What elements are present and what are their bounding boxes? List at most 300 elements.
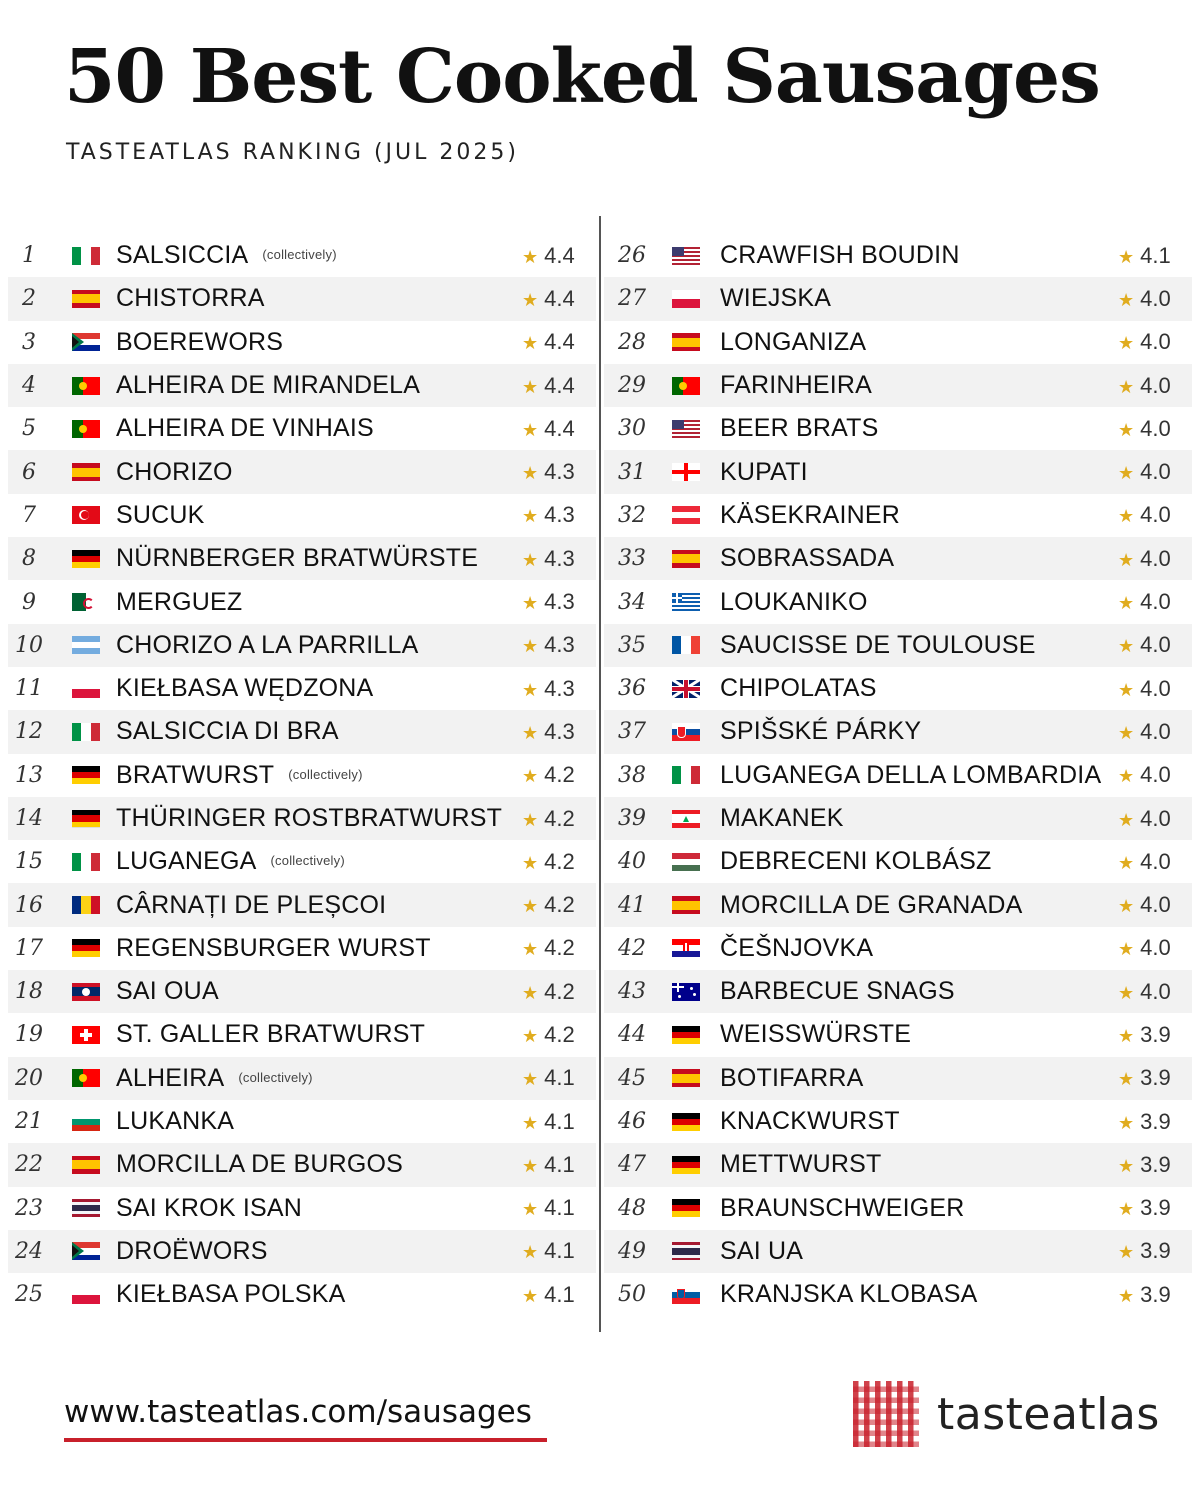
flag-greece-icon (672, 593, 700, 611)
rank-number: 49 (618, 1238, 646, 1264)
star-icon: ★ (522, 419, 539, 440)
sausage-name-text: DROËWORS (116, 1236, 268, 1265)
sausage-name-text: SUCUK (116, 500, 205, 529)
ranking-row (8, 970, 596, 1013)
ranking-row (8, 927, 596, 970)
flag-germany-icon (72, 766, 100, 784)
ranking-row (8, 840, 596, 883)
sausage-name[interactable] (116, 371, 522, 400)
flag-poland-icon (72, 1286, 100, 1304)
sausage-name[interactable] (116, 328, 522, 357)
star-icon: ★ (522, 506, 539, 527)
sausage-name-text: BEER BRATS (720, 414, 879, 443)
flag-spain-icon (72, 290, 100, 308)
sausage-name-text: BRAUNSCHWEIGER (720, 1193, 965, 1222)
ranking-row (604, 321, 1192, 364)
sausage-name-text: SAI OUA (116, 977, 219, 1006)
rating (1118, 546, 1192, 572)
flag-germany-icon (672, 1113, 700, 1131)
rank-number: 36 (618, 676, 646, 702)
flag-germany-icon (672, 1199, 700, 1217)
sausage-name[interactable] (720, 934, 1118, 963)
ranking-row (8, 364, 596, 407)
rank-number: 22 (15, 1152, 43, 1178)
rating (1118, 373, 1192, 399)
sausage-name[interactable] (720, 761, 1118, 790)
flag-laos-icon (72, 983, 100, 1001)
sausage-name[interactable] (116, 934, 522, 963)
sausage-name-text: SPIŠSKÉ PÁRKY (720, 717, 922, 746)
star-icon: ★ (1118, 549, 1135, 570)
rating (522, 1152, 596, 1178)
rating (1118, 243, 1192, 269)
sausage-name-text: SOBRASSADA (720, 544, 895, 573)
ranking-row (604, 1230, 1192, 1273)
flag-bulgaria-icon (72, 1113, 100, 1131)
sausage-name-text: KIEŁBASA POLSKA (116, 1280, 346, 1309)
star-icon: ★ (1118, 1199, 1135, 1220)
sausage-name[interactable] (720, 1194, 1118, 1223)
rank-number: 25 (15, 1282, 43, 1308)
rating (1118, 416, 1192, 442)
flag-italy-icon (72, 723, 100, 741)
sausage-name-text: SALSICCIA (116, 241, 249, 270)
rating-value: 3.9 (1140, 1065, 1171, 1091)
sausage-name-text: SAI KROK ISAN (116, 1193, 302, 1222)
sausage-name[interactable] (116, 891, 522, 920)
ranking-row (604, 1273, 1192, 1316)
sausage-name[interactable] (116, 804, 522, 833)
rating (522, 806, 596, 832)
rating-value: 4.3 (544, 502, 575, 528)
rating-value: 4.2 (544, 762, 575, 788)
star-icon: ★ (522, 289, 539, 310)
rank-number: 40 (618, 849, 646, 875)
sausage-name[interactable] (116, 1107, 522, 1136)
sausage-name-text: BARBECUE SNAGS (720, 977, 955, 1006)
rating (1118, 719, 1192, 745)
rating-value: 4.0 (1140, 892, 1171, 918)
flag-italy-icon (672, 766, 700, 784)
rating-value: 4.1 (544, 1195, 575, 1221)
star-icon: ★ (522, 939, 539, 960)
star-icon: ★ (1118, 636, 1135, 657)
rating-value: 4.2 (544, 935, 575, 961)
sausage-name[interactable] (720, 458, 1118, 487)
star-icon: ★ (522, 1242, 539, 1263)
rating-value: 4.0 (1140, 632, 1171, 658)
sausage-name[interactable] (116, 847, 522, 876)
rank-number: 37 (618, 719, 646, 745)
sausage-name[interactable] (720, 1237, 1118, 1266)
rating-value: 4.3 (544, 459, 575, 485)
rank-number: 26 (618, 243, 646, 269)
sausage-name[interactable] (116, 458, 522, 487)
rating (1118, 329, 1192, 355)
rating (1118, 1022, 1192, 1048)
sausage-name[interactable] (720, 501, 1118, 530)
rank-number: 5 (22, 416, 36, 442)
rating-value: 4.0 (1140, 762, 1171, 788)
star-icon: ★ (1118, 376, 1135, 397)
sausage-name[interactable] (116, 1150, 522, 1179)
flag-slovenia-icon (672, 1286, 700, 1304)
sausage-name-text: BOTIFARRA (720, 1063, 864, 1092)
brand-logo (853, 1381, 1160, 1447)
flag-slovakia-icon (672, 723, 700, 741)
page-subtitle: TASTEATLAS RANKING (JUL 2025) (66, 140, 519, 165)
flag-algeria-icon (72, 593, 100, 611)
flag-thailand-icon (672, 1242, 700, 1260)
rating (1118, 1238, 1192, 1264)
rating-value: 4.1 (544, 1065, 575, 1091)
star-icon: ★ (1118, 1025, 1135, 1046)
rating (522, 286, 596, 312)
star-icon: ★ (522, 982, 539, 1003)
ranking-row (8, 710, 596, 753)
ranking-row (8, 580, 596, 623)
flag-argentina-icon (72, 636, 100, 654)
rating-value: 4.3 (544, 675, 575, 701)
star-icon: ★ (522, 463, 539, 484)
sausage-name-text: WIEJSKA (720, 284, 832, 313)
rank-number: 4 (22, 373, 36, 399)
rating-value: 4.0 (1140, 459, 1171, 485)
rank-number: 12 (15, 719, 43, 745)
rank-number: 1 (22, 243, 36, 269)
rating (1118, 1195, 1192, 1221)
star-icon: ★ (522, 593, 539, 614)
brand-name: tasteatlas (937, 1388, 1160, 1440)
sausage-name[interactable] (720, 717, 1118, 746)
sausage-name-text: LOUKANIKO (720, 587, 868, 616)
flag-germany-icon (672, 1026, 700, 1044)
sausage-name[interactable] (116, 1194, 522, 1223)
rating-value: 4.0 (1140, 718, 1171, 744)
star-icon: ★ (1118, 333, 1135, 354)
sausage-name[interactable] (116, 674, 522, 703)
flag-germany-icon (672, 1156, 700, 1174)
rank-number: 28 (618, 329, 646, 355)
flag-portugal-icon (72, 377, 100, 395)
ranking-row (604, 624, 1192, 667)
sausage-name-text: CÂRNAȚI DE PLEȘCOI (116, 890, 387, 919)
rank-number: 17 (15, 935, 43, 961)
rank-number: 33 (618, 546, 646, 572)
rank-number: 45 (618, 1065, 646, 1091)
rating-value: 4.0 (1140, 285, 1171, 311)
ranking-row (8, 407, 596, 450)
star-icon: ★ (522, 1155, 539, 1176)
rating (522, 1195, 596, 1221)
sausage-name[interactable] (720, 1064, 1118, 1093)
flag-australia-icon (672, 983, 700, 1001)
rating-value: 4.0 (1140, 589, 1171, 615)
sausage-name[interactable] (720, 371, 1118, 400)
star-icon: ★ (522, 852, 539, 873)
collectively-note: (collectively) (270, 853, 345, 869)
flag-germany-icon (72, 939, 100, 957)
flag-germany-icon (72, 550, 100, 568)
rating-value: 3.9 (1140, 1238, 1171, 1264)
ranking-row (8, 1143, 596, 1186)
ranking-row (604, 797, 1192, 840)
ranking-row (8, 1057, 596, 1100)
flag-georgia-icon (672, 463, 700, 481)
flag-france-icon (672, 636, 700, 654)
sausage-name-text: CHISTORRA (116, 284, 265, 313)
sausage-name[interactable] (720, 631, 1118, 660)
star-icon: ★ (1118, 463, 1135, 484)
ranking-row (8, 883, 596, 926)
sausage-name[interactable] (720, 1107, 1118, 1136)
sausage-name[interactable] (116, 241, 522, 270)
flag-spain-icon (672, 550, 700, 568)
ranking-row (604, 754, 1192, 797)
flag-spain-icon (672, 1069, 700, 1087)
flag-spain-icon (72, 1156, 100, 1174)
sausage-name[interactable] (720, 241, 1118, 270)
rating-value: 3.9 (1140, 1108, 1171, 1134)
sausage-name-text: LUGANEGA DELLA LOMBARDIA (720, 760, 1102, 789)
collectively-note: (collectively) (238, 1069, 313, 1085)
rank-number: 3 (22, 329, 36, 355)
sausage-name-text: NÜRNBERGER BRATWÜRSTE (116, 544, 479, 573)
rank-number: 46 (618, 1109, 646, 1135)
star-icon: ★ (1118, 593, 1135, 614)
flag-poland-icon (672, 290, 700, 308)
rating (1118, 849, 1192, 875)
rating (522, 719, 596, 745)
rating-value: 4.0 (1140, 545, 1171, 571)
rating-value: 4.1 (544, 1281, 575, 1307)
rating (522, 329, 596, 355)
flag-spain-icon (672, 333, 700, 351)
sausage-name-text: ALHEIRA DE VINHAIS (116, 414, 374, 443)
sausage-name[interactable] (116, 1020, 522, 1049)
ranking-row (8, 1100, 596, 1143)
rank-number: 11 (15, 676, 43, 702)
rating (1118, 286, 1192, 312)
ranking-row (604, 1057, 1192, 1100)
ranking-row (8, 537, 596, 580)
collectively-note: (collectively) (262, 247, 337, 263)
ranking-row (8, 1273, 596, 1316)
rating-value: 4.0 (1140, 848, 1171, 874)
star-icon: ★ (1118, 1242, 1135, 1263)
sausage-name[interactable] (720, 414, 1118, 443)
sausage-name-text: FARINHEIRA (720, 371, 873, 400)
flag-uk-icon (672, 680, 700, 698)
flag-italy-icon (72, 247, 100, 265)
sausage-name[interactable] (720, 1280, 1118, 1309)
rank-number: 43 (618, 979, 646, 1005)
link-underline (64, 1438, 547, 1442)
sausage-name[interactable] (720, 891, 1118, 920)
rank-number: 8 (22, 546, 36, 572)
rating (1118, 676, 1192, 702)
star-icon: ★ (1118, 809, 1135, 830)
rating-value: 4.3 (544, 718, 575, 744)
sausage-name-text: KIEŁBASA WĘDZONA (116, 674, 374, 703)
sausage-name[interactable] (116, 501, 522, 530)
sausage-name[interactable] (116, 414, 522, 443)
ranking-list-right (604, 234, 1192, 1316)
ranking-row (604, 1143, 1192, 1186)
star-icon: ★ (522, 1285, 539, 1306)
ranking-row (604, 234, 1192, 277)
rating (522, 416, 596, 442)
sausage-name[interactable] (720, 284, 1118, 313)
sausage-name-text: KUPATI (720, 457, 808, 486)
rating (1118, 632, 1192, 658)
flag-romania-icon (72, 896, 100, 914)
rank-number: 41 (618, 892, 646, 918)
star-icon: ★ (522, 679, 539, 700)
rating (522, 589, 596, 615)
sausage-name-text: MORCILLA DE GRANADA (720, 890, 1023, 919)
sausage-name[interactable] (720, 544, 1118, 573)
sausage-name[interactable] (116, 588, 522, 617)
star-icon: ★ (522, 1112, 539, 1133)
star-icon: ★ (1118, 939, 1135, 960)
rating-value: 4.0 (1140, 329, 1171, 355)
sausage-name-text: MORCILLA DE BURGOS (116, 1150, 403, 1179)
ranking-row (8, 1187, 596, 1230)
rating-value: 4.0 (1140, 675, 1171, 701)
flag-poland-icon (72, 680, 100, 698)
star-icon: ★ (1118, 1069, 1135, 1090)
rating-value: 4.2 (544, 848, 575, 874)
sausage-name[interactable] (116, 1280, 522, 1309)
rating (522, 676, 596, 702)
star-icon: ★ (1118, 679, 1135, 700)
rating-value: 4.0 (1140, 978, 1171, 1004)
star-icon: ★ (522, 722, 539, 743)
rank-number: 2 (22, 286, 36, 312)
sausage-name-text: LONGANIZA (720, 327, 867, 356)
flag-spain-icon (72, 463, 100, 481)
sausage-name[interactable] (720, 1020, 1118, 1049)
rating (1118, 1152, 1192, 1178)
sausage-name-text: REGENSBURGER WURST (116, 933, 431, 962)
column-divider (599, 216, 601, 1332)
rating-value: 4.2 (544, 892, 575, 918)
rating-value: 3.9 (1140, 1195, 1171, 1221)
sausage-name-text: SAUCISSE DE TOULOUSE (720, 630, 1036, 659)
rating-value: 3.9 (1140, 1151, 1171, 1177)
rank-number: 50 (618, 1282, 646, 1308)
star-icon: ★ (522, 1069, 539, 1090)
sausage-name-text: ALHEIRA DE MIRANDELA (116, 371, 421, 400)
rank-number: 14 (15, 806, 43, 831)
rating (522, 1109, 596, 1135)
sausage-name[interactable] (116, 284, 522, 313)
sausage-name[interactable] (720, 1150, 1118, 1179)
rating (1118, 1065, 1192, 1091)
sausage-name-text: ČEŠNJOVKA (720, 933, 874, 962)
sausage-name-text: BOEREWORS (116, 327, 284, 356)
sausage-name[interactable] (116, 1064, 522, 1093)
sausage-name[interactable] (116, 717, 522, 746)
ranking-row (604, 1013, 1192, 1056)
ranking-row (604, 1187, 1192, 1230)
sausage-name-text: LUGANEGA (116, 847, 257, 876)
rank-number: 47 (618, 1152, 646, 1178)
sausage-name[interactable] (116, 1237, 522, 1266)
sausage-name-text: MERGUEZ (116, 587, 243, 616)
ranking-row (604, 883, 1192, 926)
rank-number: 44 (618, 1022, 646, 1048)
sausage-name-text: KNACKWURST (720, 1107, 900, 1136)
rank-number: 35 (618, 632, 646, 658)
sausage-name[interactable] (116, 544, 522, 573)
sausage-name[interactable] (720, 674, 1118, 703)
rating (1118, 935, 1192, 961)
flag-italy-icon (72, 853, 100, 871)
rating-value: 4.4 (544, 415, 575, 441)
rating-value: 4.0 (1140, 805, 1171, 831)
ranking-row (604, 710, 1192, 753)
sausage-name-text: CHORIZO (116, 457, 233, 486)
sausage-name-text: LUKANKA (116, 1107, 235, 1136)
rating (1118, 589, 1192, 615)
ranking-row (8, 450, 596, 493)
star-icon: ★ (522, 896, 539, 917)
rating (1118, 502, 1192, 528)
star-icon: ★ (1118, 1112, 1135, 1133)
star-icon: ★ (522, 333, 539, 354)
sausage-name[interactable] (116, 761, 522, 790)
rating-value: 4.2 (544, 805, 575, 831)
sausage-name-text: METTWURST (720, 1150, 882, 1179)
website-link[interactable]: www.tasteatlas.com/sausages (64, 1394, 532, 1430)
flag-usa-icon (672, 247, 700, 265)
collectively-note: (collectively) (288, 766, 363, 782)
sausage-name-text: ST. GALLER BRATWURST (116, 1020, 426, 1049)
rating-value: 3.9 (1140, 1021, 1171, 1047)
rank-number: 10 (15, 632, 43, 658)
rating (522, 459, 596, 485)
rating (522, 979, 596, 1005)
ranking-row (604, 927, 1192, 970)
page-title: 50 Best Cooked Sausages (64, 34, 1100, 120)
sausage-name-text: CHIPOLATAS (720, 674, 877, 703)
rating-value: 4.4 (544, 242, 575, 268)
flag-portugal-icon (672, 377, 700, 395)
star-icon: ★ (1118, 852, 1135, 873)
rating-value: 4.1 (544, 1108, 575, 1134)
sausage-name[interactable] (720, 977, 1118, 1006)
rating (522, 373, 596, 399)
rating (1118, 762, 1192, 788)
rating-value: 4.1 (544, 1238, 575, 1264)
star-icon: ★ (1118, 896, 1135, 917)
sausage-name[interactable] (116, 977, 522, 1006)
flag-switzerland-icon (72, 1026, 100, 1044)
sausage-name[interactable] (720, 847, 1118, 876)
rank-number: 19 (15, 1022, 43, 1048)
sausage-name[interactable] (720, 328, 1118, 357)
rating (1118, 459, 1192, 485)
sausage-name[interactable] (720, 804, 1118, 833)
sausage-name[interactable] (116, 631, 522, 660)
star-icon: ★ (522, 766, 539, 787)
rank-number: 21 (15, 1109, 43, 1135)
sausage-name[interactable] (720, 588, 1118, 617)
rank-number: 32 (618, 502, 646, 528)
star-icon: ★ (522, 809, 539, 830)
